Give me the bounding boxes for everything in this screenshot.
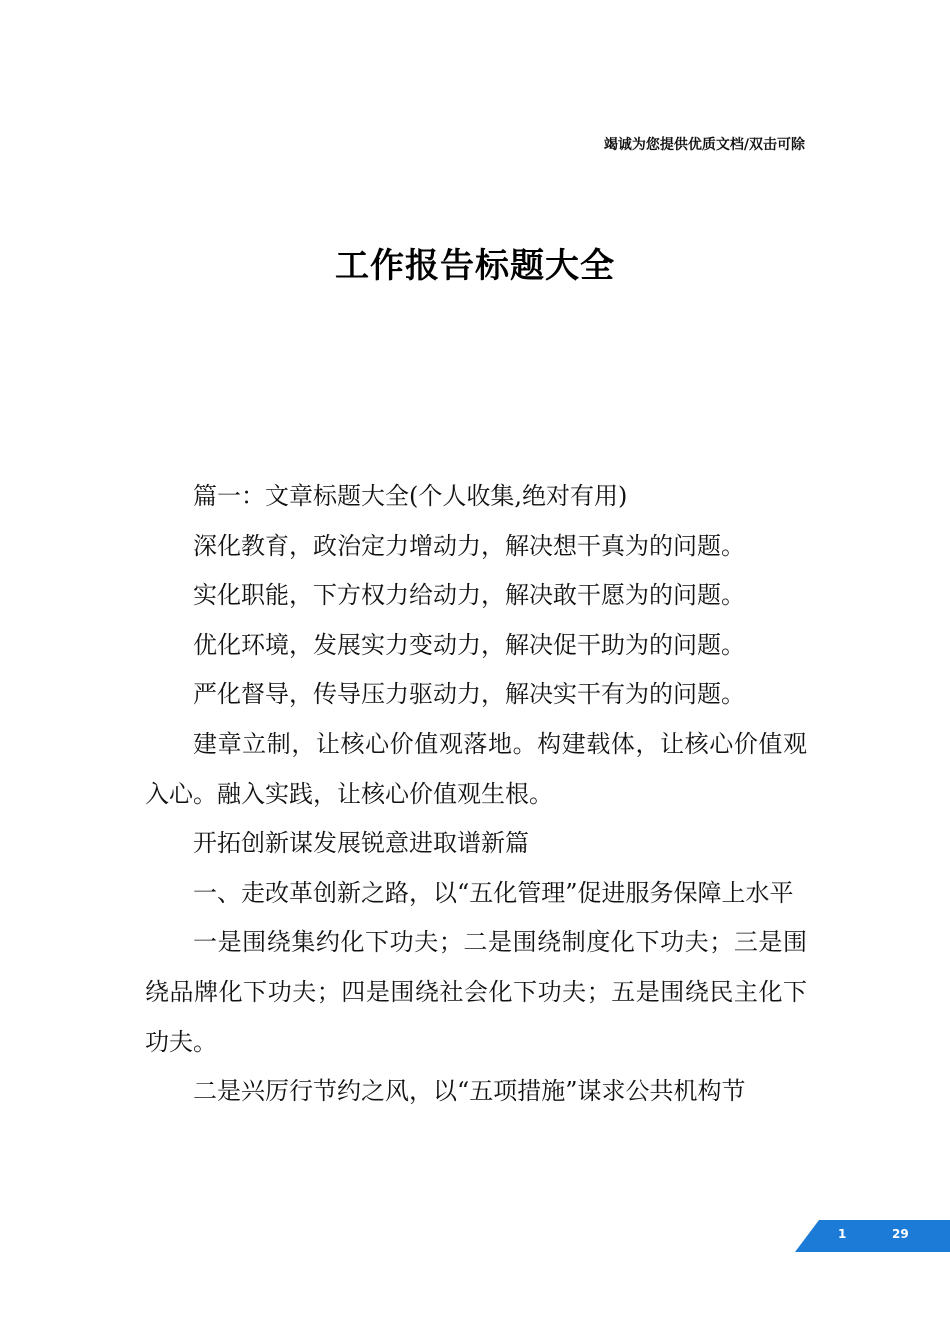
total-page-count: 29 [892, 1227, 909, 1241]
paragraph: 开拓创新谋发展锐意进取谱新篇 [193, 829, 529, 858]
document-body [145, 472, 807, 1117]
paragraph: 实化职能，下方权力给动力，解决敢干愿为的问题。 [193, 581, 745, 610]
current-page-number: 1 [838, 1227, 847, 1241]
page-number-bar [795, 1220, 950, 1252]
paragraph: 深化教育，政治定力增动力，解决想干真为的问题。 [193, 531, 745, 560]
paragraph: 优化环境，发展实力变动力，解决促干助为的问题。 [193, 630, 745, 659]
document-title: 工作报告标题大全 [335, 246, 615, 286]
paragraph: 建章立制，让核心价值观落地。构建载体，让核心价值观入心。融入实践，让核心价值观生根。 [145, 729, 807, 808]
header-note: 竭诚为您提供优质文档/双击可除 [603, 137, 805, 153]
paragraph: 二是兴厉行节约之风，以“五项措施”谋求公共机构节 [193, 1077, 746, 1106]
paragraph: 一是围绕集约化下功夫；二是围绕制度化下功夫；三是围绕品牌化下功夫；四是围绕社会化下功夫；五是围绕民主化下功夫。 [145, 928, 807, 1056]
paragraph: 一、走改革创新之路，以“五化管理”促进服务保障上水平 [193, 878, 794, 907]
paragraph: 篇一：文章标题大全(个人收集,绝对有用) [193, 482, 628, 510]
paragraph: 严化督导，传导压力驱动力，解决实干有为的问题。 [193, 680, 745, 709]
